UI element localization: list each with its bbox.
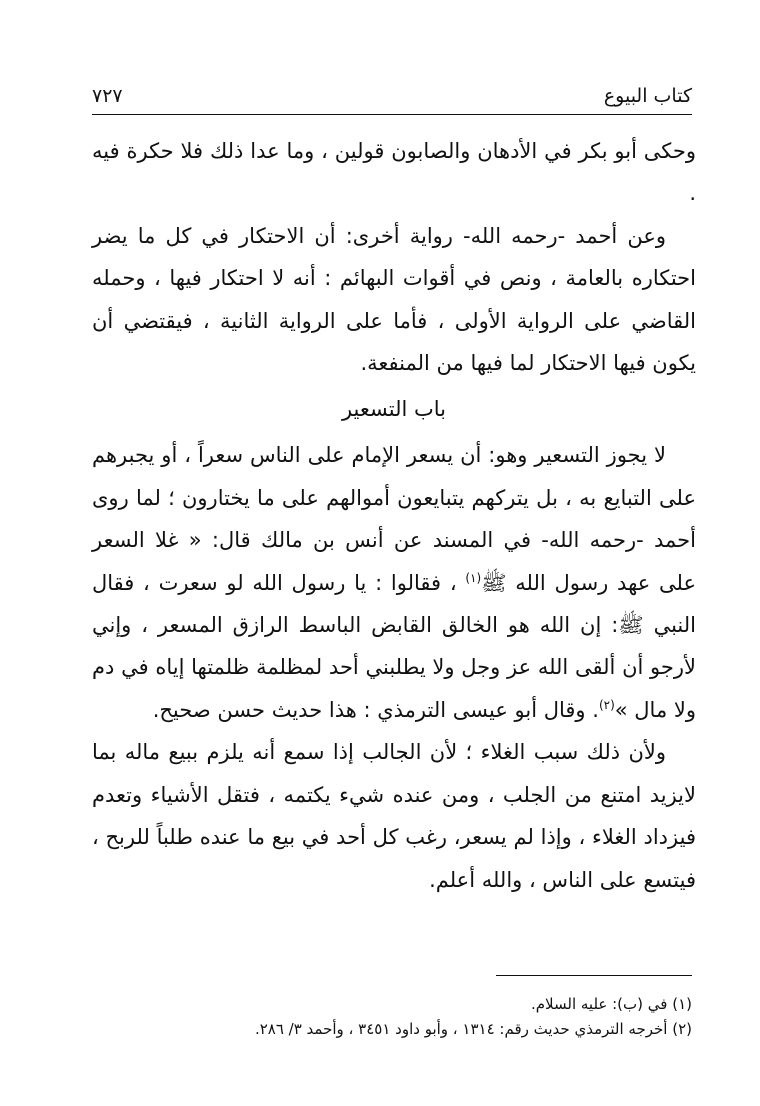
paragraph-2: وعن أحمد -رحمه الله- رواية أخرى: أن الاحتكار في كل ما يضر احتكاره بالعامة ، ونص في أقوات البهائم : أنه لا احتكار فيها ، وحمله القاضي على الرواية الأولى ، فأما على الرواية الثانية ، فيقتضي أن يكون فيها الاحتكار لما فيها من المنفعة. <box>92 223 696 376</box>
section-heading: باب التسعير <box>341 397 447 422</box>
running-head <box>92 82 692 114</box>
footnote-2: (٢) أخرجه الترمذي حديث رقم: ١٣١٤ ، وأبو داود ٣٤٥١ ، وأحمد ٣/ ٢٨٦. <box>254 1020 692 1038</box>
footnotes <box>92 992 692 1042</box>
footnote-rule <box>496 975 692 976</box>
paragraph-1: وحكى أبو بكر في الأدهان والصابون قولين ، وما عدا ذلك فلا حكرة فيه . <box>92 139 696 206</box>
main-text <box>92 130 696 901</box>
paragraph-3-part-c: . وقال أبو عيسى الترمذي : هذا حديث حسن صحيح. <box>152 697 599 722</box>
chapter-title: كتاب البيوع <box>603 85 692 107</box>
paragraph-3 <box>92 434 696 731</box>
footnote-1: (١) في (ب): عليه السلام. <box>530 995 692 1013</box>
footnote-marker-2: (٢) <box>598 697 615 712</box>
footnote-marker-1: (١) <box>465 570 482 585</box>
header-rule <box>92 114 692 115</box>
paragraph-3-part-b: ، فقالوا : يا رسول الله لو سعرت ، فقال النبي ﷺ: إن الله هو الخالق القابض الباسط الرازق المسعر ، وإني لأرجو أن ألقى الله عز وجل ولا يطلبني أحد لمظلمة ظلمتها إياه في دم ولا مال » <box>92 570 696 722</box>
paragraph-4: ولأن ذلك سبب الغلاء ؛ لأن الجالب إذا سمع أنه يلزم ببيع ماله بما لايزيد امتنع من الجلب ، ومن عنده شيء يكتمه ، فتقل الأشياء وتعدم فيزداد الغلاء ، وإذا لم يسعر، رغب كل أحد في بيع ما عنده طلباً للربح ، فيتسع على الناس ، والله أعلم. <box>92 740 696 892</box>
page-number: ٧٢٧ <box>92 85 123 107</box>
paragraph-3-part-a: لا يجوز التسعير وهو: أن يسعر الإمام على الناس سعراً ، أو يجبرهم على التبايع به ، بل يتركهم يتبايعون أموالهم على ما يختارون ؛ لما روى أحمد -رحمه الله- في المسند عن أنس بن مالك قال: « غلا السعر على عهد رسول الله ﷺ <box>92 443 696 595</box>
